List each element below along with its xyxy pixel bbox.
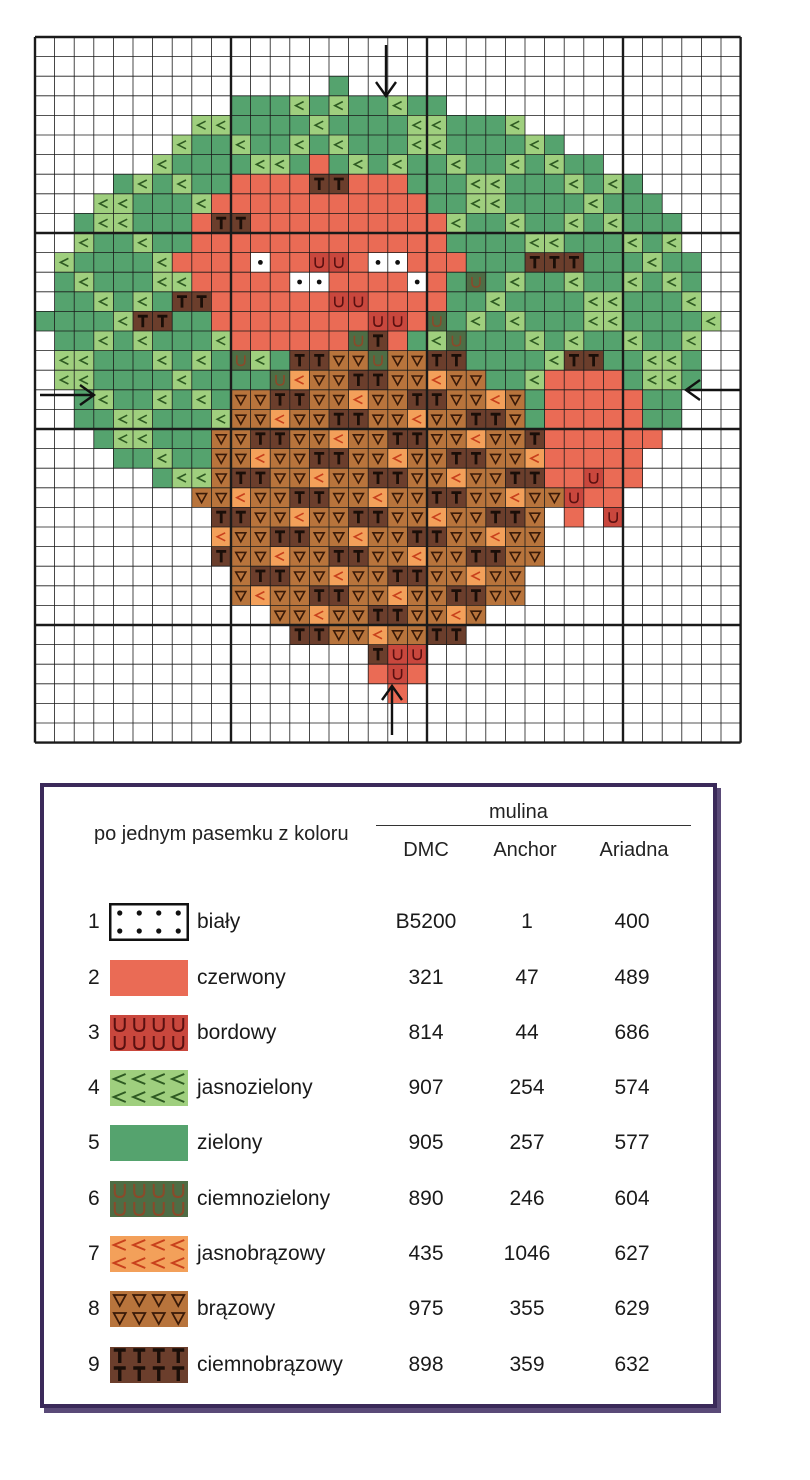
anchor-code: 44 [515, 1021, 539, 1044]
color-swatch [109, 1124, 189, 1162]
ariadna-code: 629 [614, 1297, 650, 1320]
column-header-anchor: Anchor [493, 839, 557, 861]
thread-header: po jednym pasemku z koloru [94, 823, 349, 845]
dmc-code: B5200 [395, 910, 457, 933]
row-number: 9 [88, 1353, 100, 1376]
ariadna-code: 489 [614, 966, 650, 989]
color-name: biały [197, 910, 241, 933]
legend-row [44, 1123, 713, 1163]
anchor-code: 359 [509, 1353, 545, 1376]
dmc-code: 814 [408, 1021, 444, 1044]
anchor-code: 254 [509, 1076, 545, 1099]
chart-grid [35, 37, 741, 743]
ariadna-code: 577 [614, 1131, 650, 1154]
dmc-code: 905 [408, 1131, 444, 1154]
ariadna-code: 400 [614, 910, 650, 933]
row-number: 7 [88, 1242, 100, 1265]
row-number: 4 [88, 1076, 100, 1099]
right-center-arrow-icon [686, 380, 740, 400]
legend-row [44, 1068, 713, 1108]
anchor-code: 47 [515, 966, 539, 989]
color-swatch [109, 959, 189, 997]
dmc-code: 907 [408, 1076, 444, 1099]
dmc-code: 898 [408, 1353, 444, 1376]
dmc-code: 435 [408, 1242, 444, 1265]
ariadna-code: 574 [614, 1076, 650, 1099]
color-name: zielony [197, 1131, 263, 1154]
column-header-dmc: DMC [403, 839, 449, 861]
color-name: ciemnobrązowy [197, 1353, 343, 1376]
ariadna-code: 627 [614, 1242, 650, 1265]
color-name: bordowy [197, 1021, 277, 1044]
ariadna-code: 632 [614, 1353, 650, 1376]
row-number: 5 [88, 1131, 100, 1154]
color-swatch [109, 1180, 189, 1218]
color-key-table [40, 783, 717, 1408]
color-name: jasnobrązowy [197, 1242, 326, 1265]
anchor-code: 1 [521, 910, 533, 933]
row-number: 2 [88, 966, 100, 989]
header-divider [376, 825, 691, 826]
dmc-code: 975 [408, 1297, 444, 1320]
dmc-code: 321 [408, 966, 444, 989]
row-number: 1 [88, 910, 100, 933]
color-name: ciemnozielony [197, 1187, 331, 1210]
anchor-code: 257 [509, 1131, 545, 1154]
legend-row [44, 902, 713, 942]
mulina-header: mulina [489, 801, 548, 823]
legend-row [44, 1289, 713, 1329]
legend-row [44, 1013, 713, 1053]
legend-row [44, 1179, 713, 1219]
legend-row [44, 1234, 713, 1274]
color-swatch [109, 1290, 189, 1328]
color-swatch [109, 1346, 189, 1384]
row-number: 3 [88, 1021, 100, 1044]
legend-row [44, 958, 713, 998]
color-name: jasnozielony [197, 1076, 313, 1099]
anchor-code: 246 [509, 1187, 545, 1210]
row-number: 6 [88, 1187, 100, 1210]
ariadna-code: 604 [614, 1187, 650, 1210]
color-swatch [109, 903, 189, 941]
dmc-code: 890 [408, 1187, 444, 1210]
anchor-code: 355 [509, 1297, 545, 1320]
color-swatch [109, 1014, 189, 1052]
color-name: czerwony [197, 966, 286, 989]
legend-row [44, 1345, 713, 1385]
top-center-arrow-icon [376, 45, 396, 96]
anchor-code: 1046 [503, 1242, 551, 1265]
color-swatch [109, 1069, 189, 1107]
row-number: 8 [88, 1297, 100, 1320]
color-swatch [109, 1235, 189, 1273]
color-name: brązowy [197, 1297, 276, 1320]
ariadna-code: 686 [614, 1021, 650, 1044]
column-header-ariadna: Ariadna [599, 839, 669, 861]
